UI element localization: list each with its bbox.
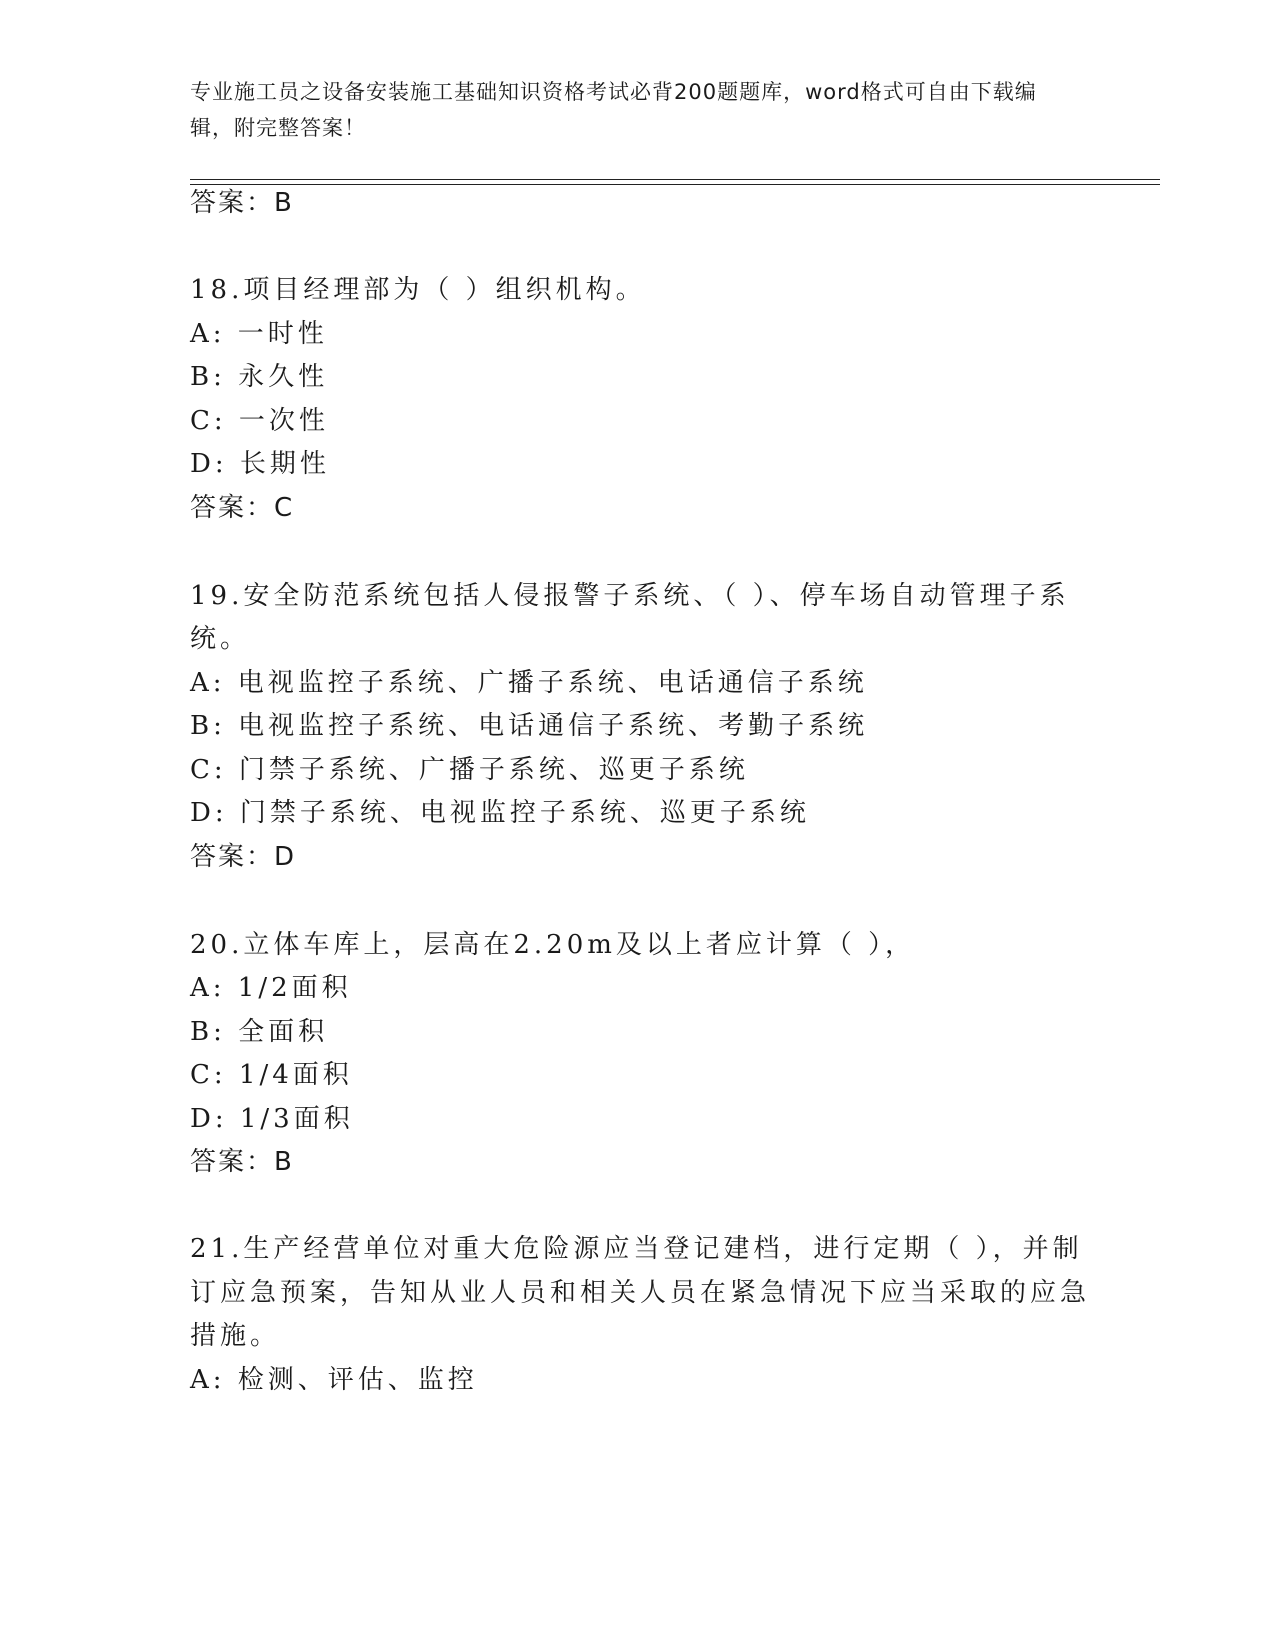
question-18-answer: 答案：C — [190, 493, 295, 523]
question-19-option-a: A: 电视监控子系统、广播子系统、电话通信子系统 — [190, 668, 868, 698]
question-20-stem: 20.立体车库上，层高在2.20m及以上者应计算（ ）， — [190, 930, 916, 960]
question-20-option-d: D: 1/3面积 — [190, 1104, 354, 1134]
question-19-option-c: C: 门禁子系统、广播子系统、巡更子系统 — [190, 755, 749, 785]
question-19-option-b: B: 电视监控子系统、电话通信子系统、考勤子系统 — [190, 711, 869, 741]
question-20-option-a: A: 1/2面积 — [190, 973, 352, 1003]
question-21-stem: 21.生产经营单位对重大危险源应当登记建档，进行定期（ ），并制 — [190, 1234, 1083, 1264]
question-20-answer: 答案：B — [190, 1147, 294, 1177]
document-header: 专业施工员之设备安装施工基础知识资格考试必背200题题库，word格式可自由下载编辑，附完整答案！ — [190, 80, 1037, 140]
question-18-option-b: B: 永久性 — [190, 362, 329, 392]
question-21-option-a: A: 检测、评估、监控 — [190, 1365, 478, 1395]
question-20-option-c: C: 1/4面积 — [190, 1060, 353, 1090]
header-divider — [190, 179, 1160, 180]
question-19-stem-cont: 统。 — [190, 624, 251, 654]
question-21-stem-end: 措施。 — [190, 1321, 281, 1351]
question-18-option-a: A: 一时性 — [190, 319, 328, 349]
question-21-stem-cont: 订应急预案，告知从业人员和相关人员在紧急情况下应当采取的应急 — [190, 1278, 1091, 1308]
question-18-option-d: D: 长期性 — [190, 449, 330, 479]
answer-line: 答案：B — [190, 188, 294, 218]
question-19-option-d: D: 门禁子系统、电视监控子系统、巡更子系统 — [190, 798, 810, 828]
header-divider-double — [190, 184, 1160, 185]
question-19-answer: 答案：D — [190, 842, 297, 872]
question-18-stem: 18.项目经理部为（ ）组织机构。 — [190, 275, 646, 305]
question-20-option-b: B: 全面积 — [190, 1017, 329, 1047]
question-19-stem: 19.安全防范系统包括人侵报警子系统、（ ）、停车场自动管理子系 — [190, 581, 1070, 611]
question-18-option-c: C: 一次性 — [190, 406, 329, 436]
